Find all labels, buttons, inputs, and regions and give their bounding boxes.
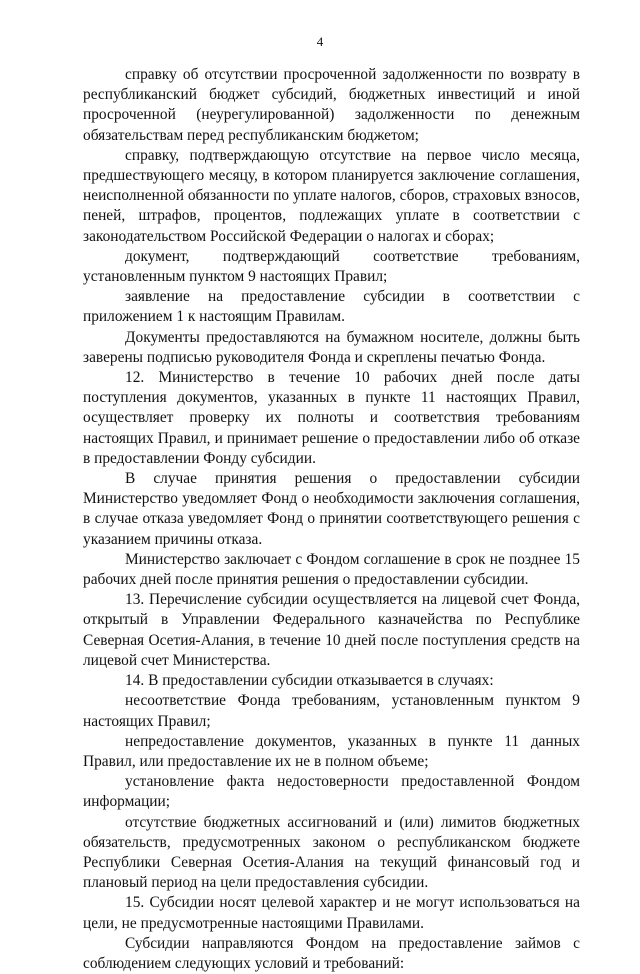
paragraph-agreement-term: Министерство заключает с Фондом соглашение в срок не позднее 15 рабочих дней после принятия решения о предоставлении субсидии. [83,550,580,589]
paragraph-refusal-requirements: несоответствие Фонда требованиям, установленным пунктом 9 настоящих Правил; [83,692,580,730]
paragraph-item-14: 14. В предоставлении субсидии отказывается в случаях: [125,672,494,690]
page-number: 4 [316,34,324,49]
paragraph-requirements-document: документ, подтверждающий соответствие требованиям, установленным пунктом 9 настоящих Правил; [83,247,580,286]
paragraph-debt-certificate: справку об отсутствии просроченной задолженности по возврату в республиканский бюджет субсидий, бюджетных инвестиций и иной просроченной (неурегулированной) задолженности по денежным обязательствам перед республиканским бюджетом; [83,66,580,144]
paragraph-tax-certificate: справку, подтверждающую отсутствие на первое число месяца, предшествующего месяцу, в котором планируется заключение соглашения, неисполненной обязанности по уплате налогов, сборов, страховых взносов, пеней, штрафов, процентов, подлежащих уплате в соответствии с законодательством Российской Федерации о налогах и сборах; [83,146,581,245]
document-body [83,65,580,974]
paragraph-item-15: 15. Субсидии носят целевой характер и не могут использоваться на цели, не предусмотренные настоящими Правилами. [83,894,580,932]
paragraph-item-12: 12. Министерство в течение 10 рабочих дней после даты поступления документов, указанных в пункте 11 настоящих Правил, осуществляет проверку их полноты и соответствия требованиям настоящих Правил, и принимает решение о предоставлении либо об отказе в предоставлении Фонду субсидии. [83,369,580,467]
paragraph-paper-documents: Документы предоставляются на бумажном носителе, должны быть заверены подписью руководителя Фонда и скреплены печатью Фонда. [83,328,580,366]
paragraph-application: заявление на предоставление субсидии в соответствии с приложением 1 к настоящим Правилам. [83,288,580,326]
paragraph-refusal-documents: непредоставление документов, указанных в пункте 11 данных Правил, или предоставление их не в полном объеме; [83,732,580,770]
paragraph-loan-conditions: Субсидии направляются Фондом на предоставление займов с соблюдением следующих условий и требований: [83,934,580,972]
paragraph-refusal-false-info: установление факта недостоверности предоставленной Фондом информации; [83,773,580,811]
paragraph-decision-notice: В случае принятия решения о предоставлении субсидии Министерство уведомляет Фонд о необходимости заключения соглашения, в случае отказа уведомляет Фонд о принятии соответствующего решения с указанием причины отказа. [83,470,580,548]
paragraph-item-13: 13. Перечисление субсидии осуществляется на лицевой счет Фонда, открытый в Управлении Федерального казначейства по Республике Северная Осетия-Алания, в течение 10 дней после поступления средств на лицевой счет Министерства. [83,591,580,669]
paragraph-refusal-budget: отсутствие бюджетных ассигнований и (или) лимитов бюджетных обязательств, предусмотренных законом о республиканском бюджете Республики Северная Осетия-Алания на текущий финансовый год и плановый период на цели предоставления субсидии. [83,813,580,892]
